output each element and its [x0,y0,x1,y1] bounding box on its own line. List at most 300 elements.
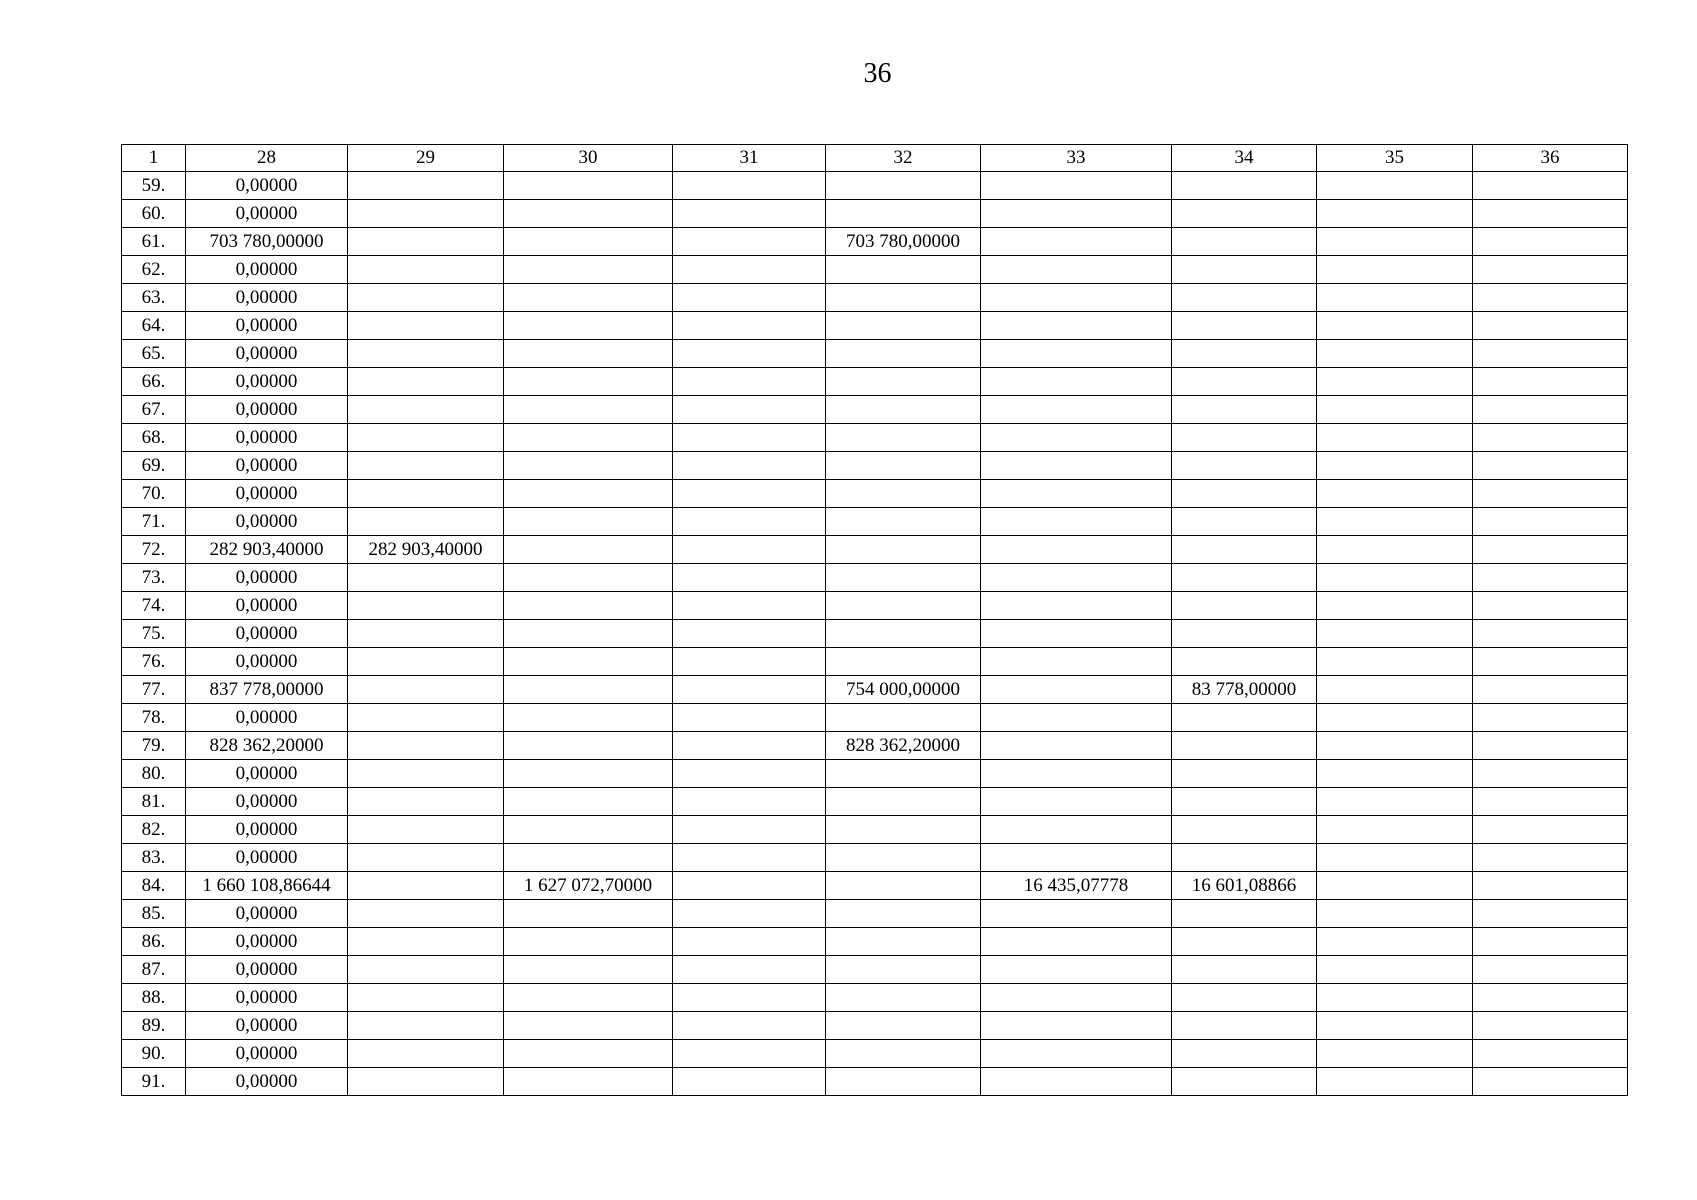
table-cell [1473,956,1628,984]
table-cell [1473,704,1628,732]
table-row [122,480,1628,508]
table-cell [1473,1012,1628,1040]
table-cell [1317,1068,1473,1096]
table-row [122,508,1628,536]
table-cell [504,508,673,536]
table-cell [1317,452,1473,480]
row-number-cell: 64. [122,312,186,340]
table-cell [981,536,1172,564]
table-cell: 0,00000 [186,788,348,816]
table-cell [348,844,504,872]
table-row [122,284,1628,312]
table-cell [1473,424,1628,452]
table-row [122,872,1628,900]
row-number-cell: 84. [122,872,186,900]
table-cell [981,200,1172,228]
table-cell [1473,648,1628,676]
row-number-cell: 86. [122,928,186,956]
table-cell [504,424,673,452]
table-cell [348,956,504,984]
table-cell [1172,844,1317,872]
table-cell [673,396,826,424]
table-cell [673,452,826,480]
column-header: 32 [826,145,981,172]
table-cell [826,620,981,648]
table-cell [504,760,673,788]
table-cell: 16 601,08866 [1172,872,1317,900]
table-cell [1172,760,1317,788]
row-number-cell: 75. [122,620,186,648]
table-cell: 828 362,20000 [826,732,981,760]
table-cell: 0,00000 [186,984,348,1012]
table-cell: 0,00000 [186,396,348,424]
table-cell [1473,844,1628,872]
table-cell [348,592,504,620]
column-header: 29 [348,145,504,172]
table-cell [826,424,981,452]
table-cell [504,340,673,368]
table-cell [1317,508,1473,536]
table-row [122,844,1628,872]
table-cell: 0,00000 [186,1040,348,1068]
column-header: 31 [673,145,826,172]
table-cell [826,1012,981,1040]
table-cell [348,368,504,396]
table-cell [1172,340,1317,368]
table-cell [348,312,504,340]
table-cell [673,256,826,284]
table-row [122,816,1628,844]
table-cell [673,480,826,508]
table-cell [1473,788,1628,816]
row-number-cell: 77. [122,676,186,704]
table-cell [504,844,673,872]
table-cell [504,284,673,312]
table-row [122,172,1628,200]
table-cell [981,1068,1172,1096]
table-cell [504,620,673,648]
table-cell [1317,256,1473,284]
table-cell [1317,816,1473,844]
table-cell [1317,340,1473,368]
row-number-cell: 71. [122,508,186,536]
table-cell [1473,200,1628,228]
table-cell [504,228,673,256]
row-number-cell: 66. [122,368,186,396]
table-cell [1317,788,1473,816]
table-cell [981,172,1172,200]
table-cell [1172,788,1317,816]
table-row [122,312,1628,340]
table-row [122,340,1628,368]
table-cell [1172,984,1317,1012]
table-cell [1473,312,1628,340]
table-cell [348,508,504,536]
table-row [122,732,1628,760]
column-header: 30 [504,145,673,172]
table-row [122,928,1628,956]
table-cell [348,900,504,928]
table-cell [673,200,826,228]
table-cell [673,872,826,900]
table-cell [348,704,504,732]
table-cell: 282 903,40000 [186,536,348,564]
table-cell [1473,732,1628,760]
table-row [122,592,1628,620]
column-header: 36 [1473,145,1628,172]
table-cell: 282 903,40000 [348,536,504,564]
table-cell: 0,00000 [186,172,348,200]
table-cell [673,284,826,312]
table-cell [826,536,981,564]
row-number-cell: 83. [122,844,186,872]
table-cell: 1 660 108,86644 [186,872,348,900]
table-cell [1172,592,1317,620]
table-cell [1473,480,1628,508]
table-cell: 0,00000 [186,816,348,844]
table-cell [673,816,826,844]
table-cell [1317,760,1473,788]
table-cell [348,452,504,480]
table-cell [504,256,673,284]
table-cell: 0,00000 [186,956,348,984]
table-cell [826,872,981,900]
row-number-cell: 76. [122,648,186,676]
table-cell [504,396,673,424]
table-cell [981,312,1172,340]
table-cell [673,620,826,648]
table-cell [1473,256,1628,284]
table-cell [673,732,826,760]
table-cell [673,1040,826,1068]
table-cell [504,900,673,928]
column-header: 1 [122,145,186,172]
row-number-cell: 91. [122,1068,186,1096]
table-cell [826,368,981,396]
table-cell [981,1012,1172,1040]
row-number-cell: 87. [122,956,186,984]
table-cell [1172,368,1317,396]
table-cell [1172,536,1317,564]
table-cell: 0,00000 [186,368,348,396]
table-cell [826,788,981,816]
table-cell [673,704,826,732]
column-header: 33 [981,145,1172,172]
table-cell [1172,480,1317,508]
table-cell [673,788,826,816]
table-cell [673,508,826,536]
row-number-cell: 81. [122,788,186,816]
table-cell [1473,564,1628,592]
table-cell: 1 627 072,70000 [504,872,673,900]
table-cell [348,816,504,844]
table-cell [504,312,673,340]
table-cell [1172,732,1317,760]
table-cell [504,172,673,200]
table-cell [504,732,673,760]
table-cell [1473,228,1628,256]
table-cell [673,844,826,872]
table-cell [1473,172,1628,200]
table-cell [348,200,504,228]
table-cell [504,200,673,228]
table-row [122,396,1628,424]
page-number: 36 [863,58,892,89]
table-cell [348,928,504,956]
table-cell: 0,00000 [186,620,348,648]
table-cell [673,592,826,620]
table-cell: 0,00000 [186,452,348,480]
table-cell [981,984,1172,1012]
table-cell: 0,00000 [186,1012,348,1040]
table-cell [981,424,1172,452]
table-cell [1473,368,1628,396]
table-row [122,200,1628,228]
table-cell: 828 362,20000 [186,732,348,760]
table-cell [1473,872,1628,900]
table-cell [1317,1012,1473,1040]
table-cell [504,676,673,704]
table-cell [1317,592,1473,620]
row-number-cell: 73. [122,564,186,592]
table-cell [981,732,1172,760]
row-number-cell: 65. [122,340,186,368]
table-cell [504,480,673,508]
table-cell [673,1068,826,1096]
table-cell [826,1040,981,1068]
table-cell [348,480,504,508]
table-cell [504,956,673,984]
table-cell [1473,508,1628,536]
table-cell [826,340,981,368]
table-cell [826,508,981,536]
table-cell [673,984,826,1012]
table-cell [981,452,1172,480]
table-cell [348,284,504,312]
table-cell: 0,00000 [186,424,348,452]
table-cell [1172,704,1317,732]
table-cell [826,200,981,228]
table-cell [348,340,504,368]
table-cell [981,284,1172,312]
table-cell [826,704,981,732]
table-cell [981,340,1172,368]
table-cell: 0,00000 [186,564,348,592]
table-cell [1473,340,1628,368]
table-cell [348,1068,504,1096]
table-cell [673,928,826,956]
table-cell [1172,564,1317,592]
table-cell [826,480,981,508]
table-header-row [122,145,1628,172]
table-cell [1317,284,1473,312]
table-row [122,788,1628,816]
row-number-cell: 82. [122,816,186,844]
table-cell [826,564,981,592]
table-cell [1473,1040,1628,1068]
table-row [122,452,1628,480]
table-cell [1473,760,1628,788]
table-cell [981,508,1172,536]
table-cell [981,704,1172,732]
table-cell [348,872,504,900]
table-cell [981,760,1172,788]
table-cell [1473,284,1628,312]
table-row [122,536,1628,564]
row-number-cell: 67. [122,396,186,424]
table-cell [1172,1040,1317,1068]
table-cell [1473,396,1628,424]
row-number-cell: 70. [122,480,186,508]
table-cell [1172,956,1317,984]
table-cell [1317,368,1473,396]
table-cell [673,900,826,928]
table-cell [504,816,673,844]
table-row [122,1040,1628,1068]
table-cell [673,424,826,452]
table-cell [1172,620,1317,648]
table-cell: 0,00000 [186,480,348,508]
table-cell [1317,676,1473,704]
table-cell [1317,872,1473,900]
table-cell [1172,648,1317,676]
table-cell [981,928,1172,956]
table-cell: 0,00000 [186,200,348,228]
table-cell: 0,00000 [186,340,348,368]
table-cell [504,592,673,620]
table-cell [1473,592,1628,620]
table-cell [1317,928,1473,956]
table-cell [348,1012,504,1040]
table-row [122,1068,1628,1096]
table-cell [981,844,1172,872]
table-cell [504,788,673,816]
table-cell [1172,900,1317,928]
table-cell: 0,00000 [186,900,348,928]
table-cell [1172,256,1317,284]
table-cell [981,816,1172,844]
table-cell [981,1040,1172,1068]
table-cell: 0,00000 [186,592,348,620]
table-row [122,900,1628,928]
table-cell [348,648,504,676]
table-cell [1317,1040,1473,1068]
table-row [122,760,1628,788]
table-cell [826,452,981,480]
table-cell [348,732,504,760]
table-row [122,956,1628,984]
table-row [122,984,1628,1012]
table-cell [504,704,673,732]
table-cell [1317,424,1473,452]
table-cell [1172,452,1317,480]
table-cell [673,956,826,984]
row-number-cell: 80. [122,760,186,788]
table-cell [348,788,504,816]
table-cell [1317,200,1473,228]
table-cell [348,620,504,648]
table-cell [981,648,1172,676]
table-cell [1317,844,1473,872]
table-cell [1473,1068,1628,1096]
row-number-cell: 85. [122,900,186,928]
table-cell: 0,00000 [186,928,348,956]
table-cell [826,312,981,340]
table-cell [1317,172,1473,200]
row-number-cell: 78. [122,704,186,732]
table-cell [826,984,981,1012]
row-number-cell: 69. [122,452,186,480]
table-cell [1317,536,1473,564]
row-number-cell: 62. [122,256,186,284]
table-cell: 0,00000 [186,704,348,732]
table-row [122,564,1628,592]
table-cell [826,592,981,620]
table-cell [1473,536,1628,564]
table-cell [1317,228,1473,256]
table-cell [981,368,1172,396]
table-cell: 0,00000 [186,312,348,340]
table-cell [673,172,826,200]
table-cell: 703 780,00000 [826,228,981,256]
row-number-cell: 72. [122,536,186,564]
table-cell [348,256,504,284]
table-cell [826,1068,981,1096]
table-cell [1172,928,1317,956]
table-cell [1172,508,1317,536]
table-cell [1172,1012,1317,1040]
row-number-cell: 89. [122,1012,186,1040]
table-cell [981,900,1172,928]
row-number-cell: 63. [122,284,186,312]
table-cell [1473,816,1628,844]
table-cell: 754 000,00000 [826,676,981,704]
table-cell [826,256,981,284]
table-cell [504,928,673,956]
table-cell [504,536,673,564]
table-cell [504,1012,673,1040]
table-cell: 0,00000 [186,760,348,788]
table-cell [504,564,673,592]
table-cell [504,1068,673,1096]
table-cell [348,760,504,788]
table-cell [981,592,1172,620]
table-cell [1473,984,1628,1012]
table-cell [673,564,826,592]
table-row [122,704,1628,732]
table-row [122,1012,1628,1040]
table-row [122,676,1628,704]
table-cell [1172,396,1317,424]
table-cell [1172,424,1317,452]
table-cell [826,172,981,200]
table-row [122,424,1628,452]
table-cell [1317,732,1473,760]
row-number-cell: 60. [122,200,186,228]
row-number-cell: 74. [122,592,186,620]
table-cell [1317,312,1473,340]
table-cell [981,396,1172,424]
table-cell: 16 435,07778 [981,872,1172,900]
table-cell [1317,984,1473,1012]
table-cell [1317,900,1473,928]
table-cell [1172,200,1317,228]
table-cell [348,564,504,592]
table-cell [348,424,504,452]
table-cell [826,648,981,676]
table-cell [673,340,826,368]
table-cell [504,452,673,480]
